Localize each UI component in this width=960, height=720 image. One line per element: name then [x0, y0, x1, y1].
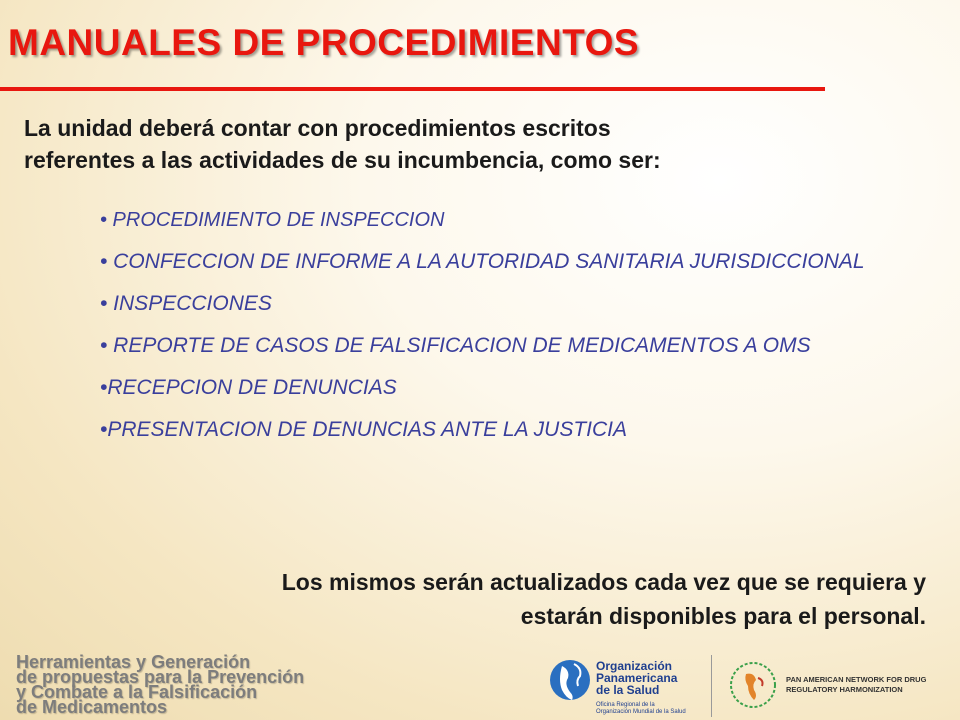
list-item: • CONFECCION DE INFORME A LA AUTORIDAD SANITARIA JURISDICCIONAL	[100, 250, 865, 273]
title-underline	[0, 87, 825, 91]
network-name: PAN AMERICAN NETWORK FOR DRUG REGULATORY HARMONIZATION	[786, 675, 927, 694]
list-item: •PRESENTACION DE DENUNCIAS ANTE LA JUSTICIA	[100, 418, 627, 441]
program-title-line: y Combate a la Falsificación	[16, 682, 258, 702]
list-item: • INSPECCIONES	[100, 292, 272, 315]
closing-line-2: estarán disponibles para el personal.	[520, 603, 926, 629]
list-item: • PROCEDIMIENTO DE INSPECCION	[100, 209, 445, 231]
intro-paragraph	[24, 112, 854, 176]
paho-subtitle: Oficina Regional de la Organización Mundial de la Salud	[596, 702, 686, 715]
list-item: •RECEPCION DE DENUNCIAS	[100, 376, 397, 399]
globe-icon	[548, 658, 592, 702]
intro-line-1: La unidad deberá contar con procedimientos escritos	[24, 115, 611, 141]
procedure-list	[100, 205, 890, 455]
closing-line-1: Los mismos serán actualizados cada vez que se requiera y	[281, 569, 926, 595]
program-title	[16, 652, 316, 717]
program-title-line: Herramientas y Generación	[16, 652, 251, 672]
paho-name: Organización Panamericana de la Salud	[596, 659, 678, 697]
intro-line-2: referentes a las actividades de su incumbencia, como ser:	[24, 147, 661, 173]
footer-divider	[711, 655, 712, 717]
program-title-line: de propuestas para la Prevención	[16, 667, 305, 687]
red-parf-logo	[728, 660, 778, 710]
program-title-line: de Medicamentos	[16, 697, 168, 717]
closing-paragraph	[66, 565, 926, 633]
list-item: • REPORTE DE CASOS DE FALSIFICACION DE MEDICAMENTOS A OMS	[100, 334, 811, 357]
slide-title: MANUALES DE PROCEDIMIENTOS	[8, 22, 640, 63]
paho-logo	[548, 656, 698, 718]
